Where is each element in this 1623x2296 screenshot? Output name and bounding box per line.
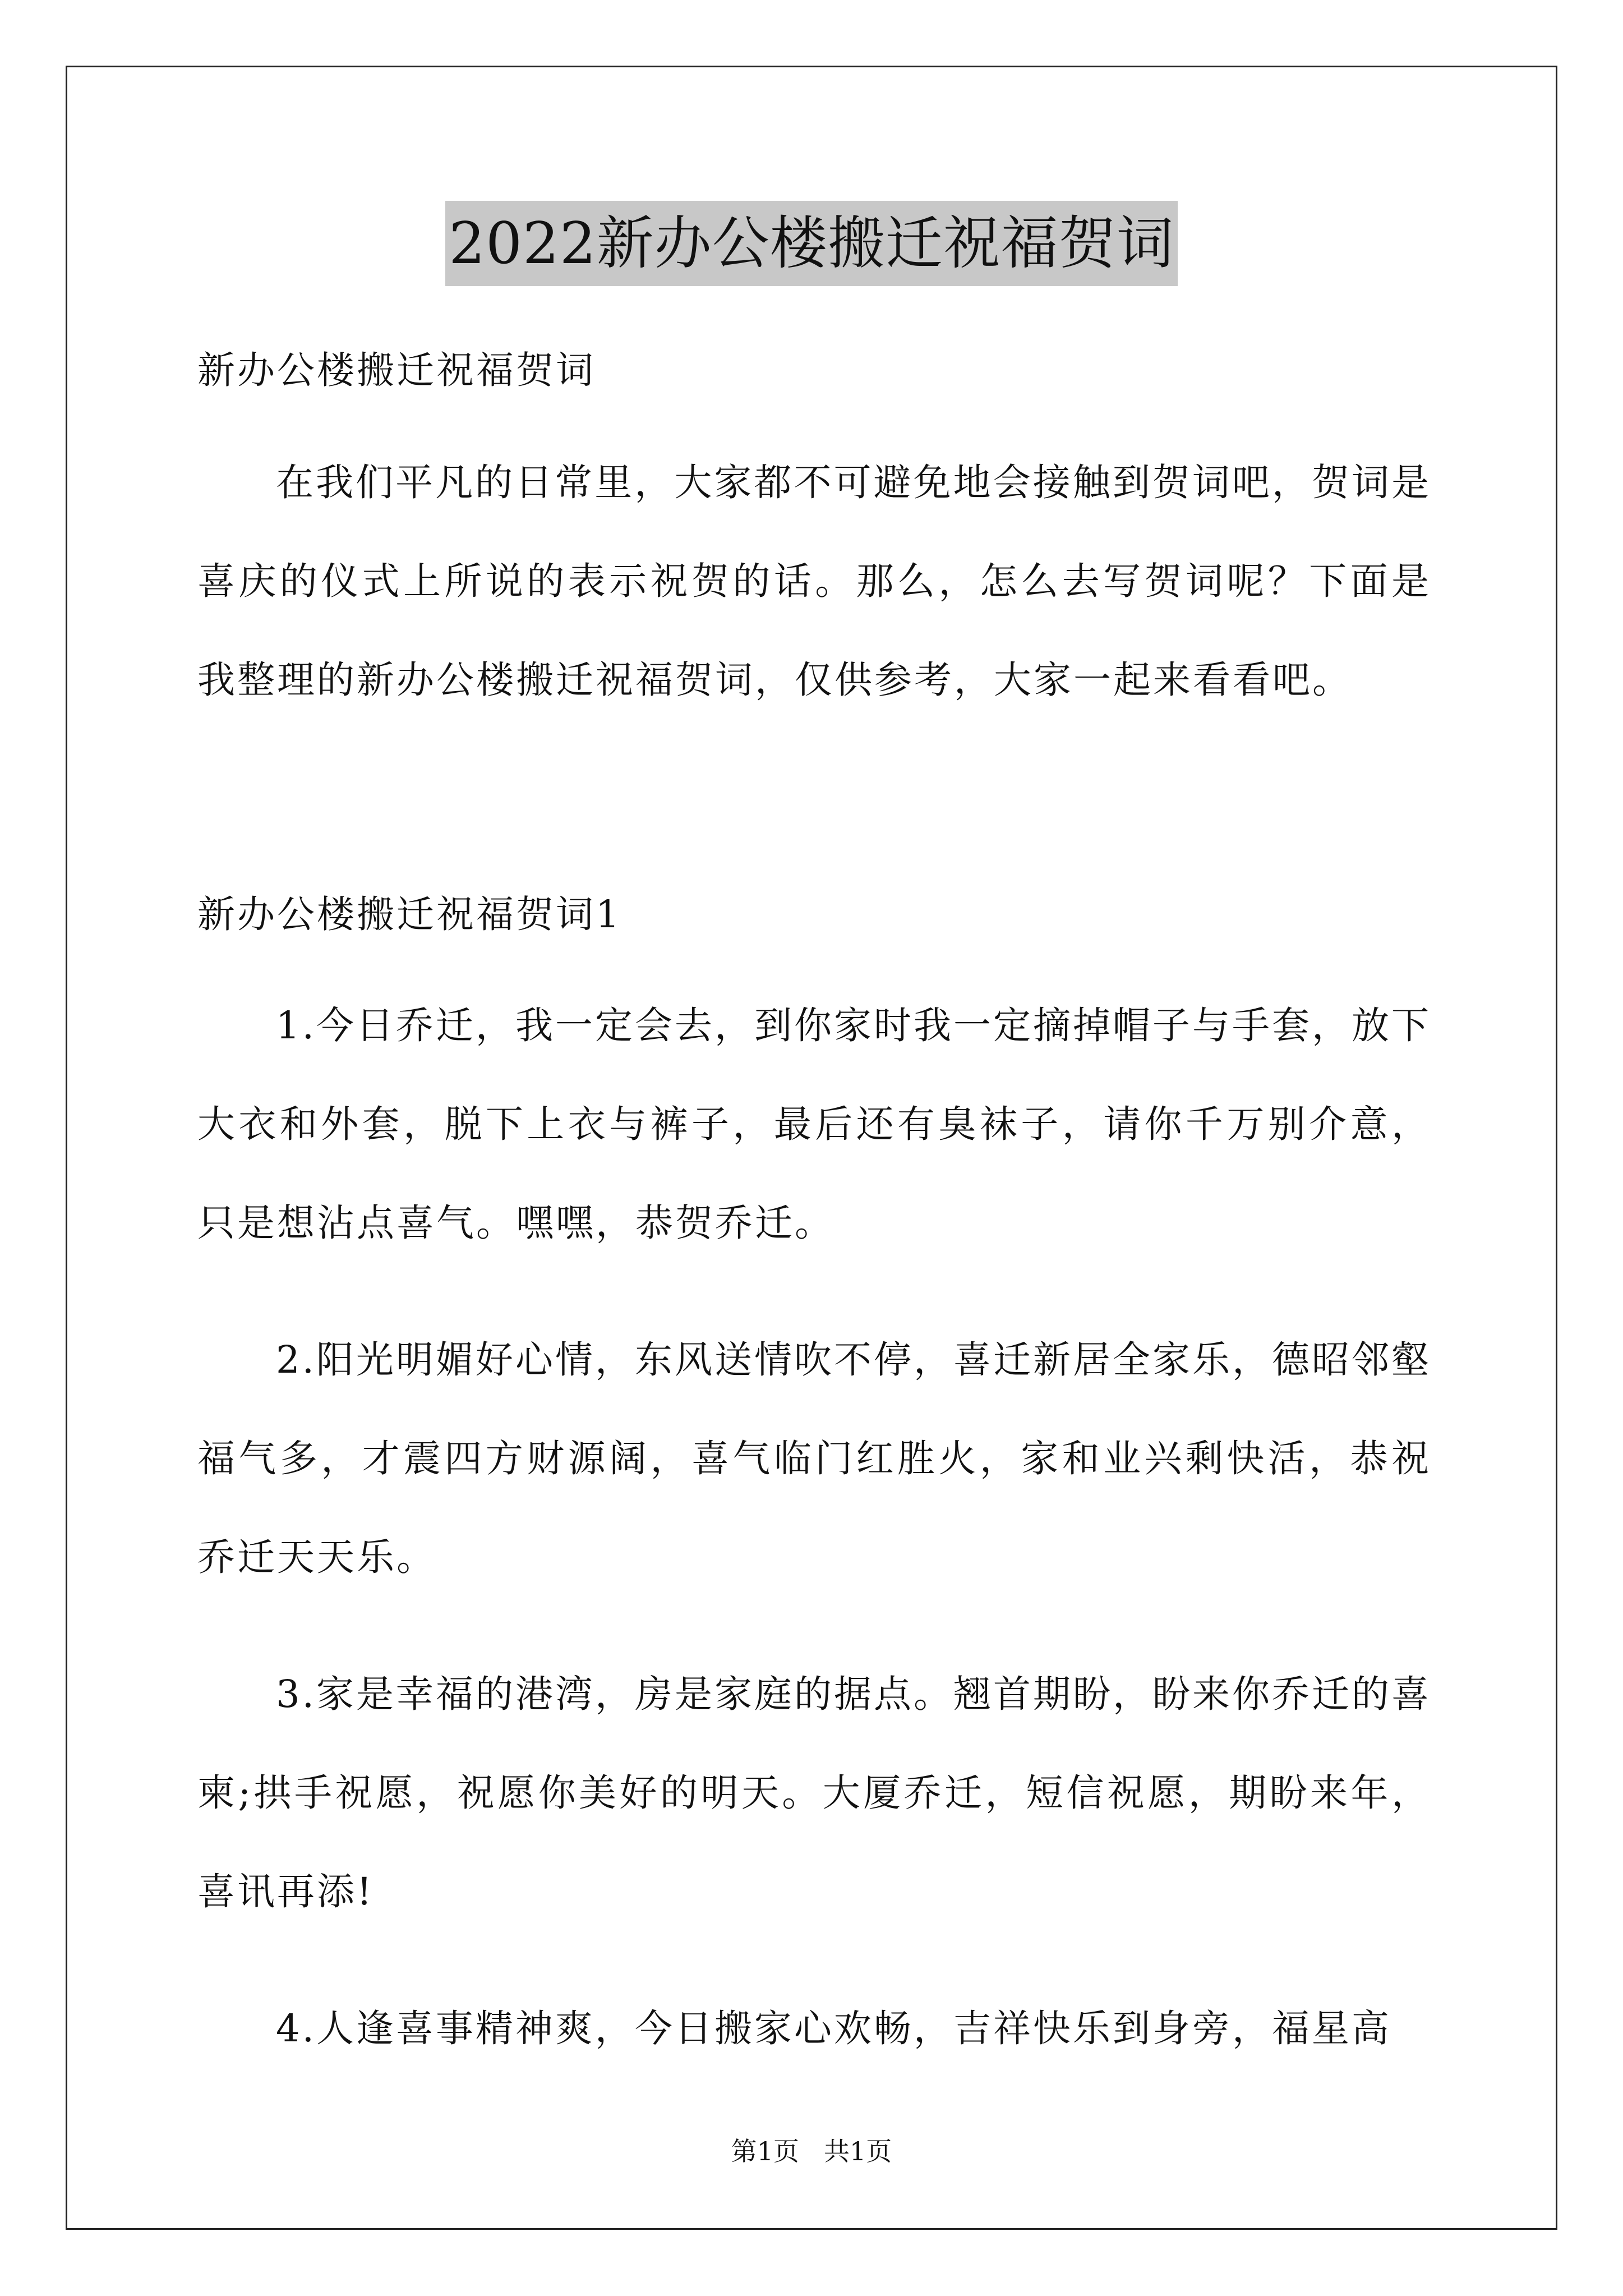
document-title: 2022新办公楼搬迁祝福贺词 bbox=[445, 201, 1178, 286]
section-heading: 新办公楼搬迁祝福贺词1 bbox=[197, 892, 622, 936]
document-subtitle: 新办公楼搬迁祝福贺词 bbox=[197, 348, 596, 392]
page-total: 共1页 bbox=[824, 2136, 892, 2166]
page-footer bbox=[0, 2134, 1623, 2168]
title-container bbox=[0, 201, 1623, 286]
page-number: 第1页 bbox=[731, 2136, 799, 2166]
blessing-item-4: 4.人逢喜事精神爽，今日搬家心欢畅，吉祥快乐到身旁，福星高 bbox=[276, 2007, 1391, 2050]
blessing-item-2: 2.阳光明媚好心情，东风送情吹不停，喜迁新居全家乐，德昭邻壑福气多，才震四方财源阔，喜气临门红胜火，家和业兴剩快活，恭祝乔迁天天乐。 bbox=[197, 1338, 1431, 1579]
blessing-item-3: 3.家是幸福的港湾，房是家庭的据点。翘首期盼，盼来你乔迁的喜柬;拱手祝愿，祝愿你美好的明天。大厦乔迁，短信祝愿，期盼来年，喜讯再添! bbox=[197, 1672, 1431, 1913]
intro-paragraph: 在我们平凡的日常里，大家都不可避免地会接触到贺词吧，贺词是喜庆的仪式上所说的表示祝贺的话。那么，怎么去写贺词呢？下面是我整理的新办公楼搬迁祝福贺词，仅供参考，大家一起来看看吧。 bbox=[197, 461, 1431, 702]
blessing-item-1: 1.今日乔迁，我一定会去，到你家时我一定摘掉帽子与手套，放下大衣和外套，脱下上衣与裤子，最后还有臭袜子，请你千万别介意，只是想沾点喜气。嘿嘿，恭贺乔迁。 bbox=[197, 1004, 1431, 1245]
